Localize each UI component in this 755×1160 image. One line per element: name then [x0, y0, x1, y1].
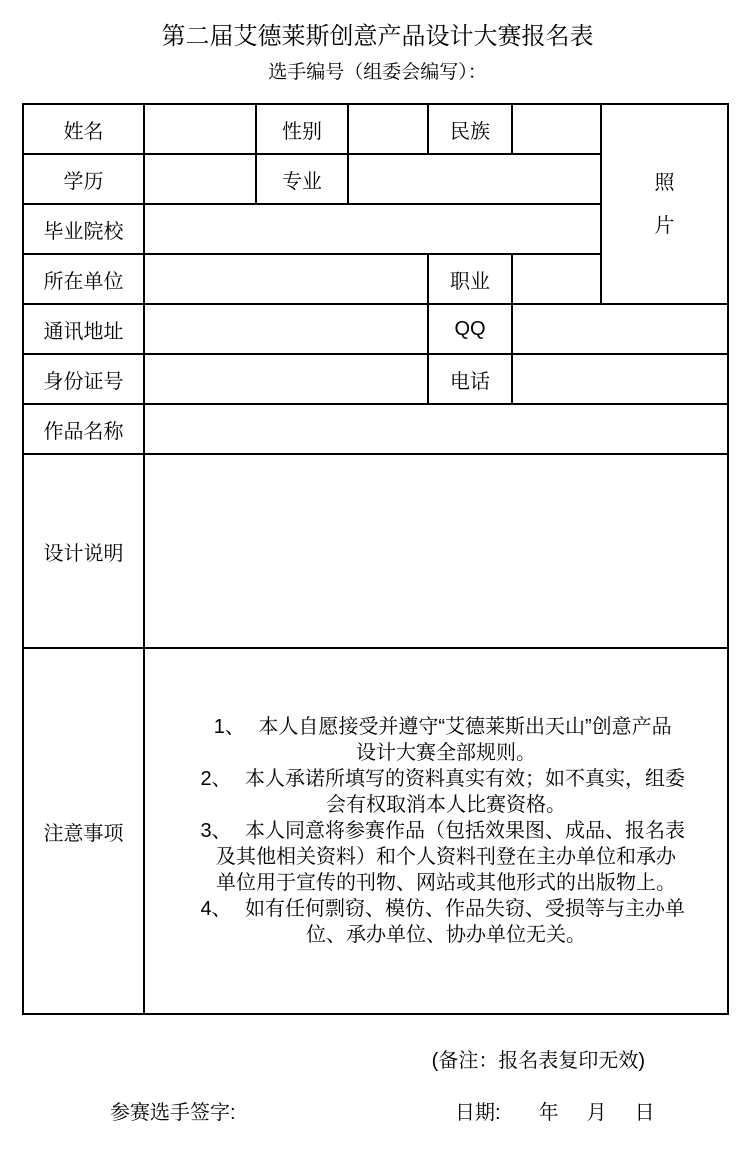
row-work-name	[23, 404, 728, 454]
address-label: 通讯地址	[23, 304, 144, 354]
ethnicity-label: 民族	[428, 104, 512, 154]
row-address	[23, 304, 728, 354]
name-input-cell[interactable]	[144, 104, 256, 154]
school-input-cell[interactable]	[144, 204, 601, 254]
note-line: 设计大赛全部规则。	[356, 742, 536, 764]
notes-label: 注意事项	[23, 648, 144, 1014]
work-name-input-cell[interactable]	[144, 404, 728, 454]
month-label: 月	[586, 1102, 607, 1124]
contestant-number-label: 选手编号（组委会编写）：	[268, 62, 487, 83]
occupation-label: 职业	[428, 254, 512, 304]
design-description-label: 设计说明	[23, 454, 144, 648]
notes-content	[144, 648, 728, 1014]
row-notes	[23, 648, 728, 1014]
education-label: 学历	[23, 154, 144, 204]
note-line: 1、 本人自愿接受并遵守“艾德莱斯出天山”创意产品	[213, 716, 672, 738]
note-line: 4、 如有任何剽窃、模仿、作品失窃、受损等与主办单	[200, 898, 685, 920]
qq-input-cell[interactable]	[512, 304, 728, 354]
education-input-cell[interactable]	[144, 154, 256, 204]
employer-label: 所在单位	[23, 254, 144, 304]
day-label: 日	[634, 1102, 655, 1124]
note-line: 2、 本人承诺所填写的资料真实有效；如不真实，组委	[200, 768, 685, 790]
id-number-input-cell[interactable]	[144, 354, 428, 404]
occupation-input-cell[interactable]	[512, 254, 601, 304]
row-design-description	[23, 454, 728, 648]
phone-input-cell[interactable]	[512, 354, 728, 404]
signature-date-line	[22, 1100, 727, 1126]
photo-label-line1: 照	[654, 171, 675, 194]
work-name-label: 作品名称	[23, 404, 144, 454]
address-input-cell[interactable]	[144, 304, 428, 354]
photo-cell[interactable]	[601, 104, 728, 304]
gender-label: 性别	[256, 104, 348, 154]
signature-label: 参赛选手签字:	[110, 1102, 236, 1124]
gender-input-cell[interactable]	[348, 104, 428, 154]
note-line: 单位用于宣传的刊物、网站或其他形式的出版物上。	[216, 872, 676, 894]
photo-placeholder-label	[602, 172, 727, 237]
design-description-input-cell[interactable]	[144, 454, 728, 648]
note-line: 位、承办单位、协办单位无关。	[306, 924, 586, 946]
qq-label: QQ	[428, 304, 512, 354]
row-id-number	[23, 354, 728, 404]
note-line: 会有权取消本人比赛资格。	[326, 794, 566, 816]
major-input-cell[interactable]	[348, 154, 601, 204]
ethnicity-input-cell[interactable]	[512, 104, 601, 154]
note-line: 及其他相关资料）和个人资料刊登在主办单位和承办	[216, 846, 676, 868]
date-line	[455, 1100, 655, 1126]
phone-label: 电话	[428, 354, 512, 404]
year-label: 年	[538, 1102, 559, 1124]
school-label: 毕业院校	[23, 204, 144, 254]
name-label: 姓名	[23, 104, 144, 154]
photo-label-line2: 片	[654, 214, 675, 237]
note-line: 3、 本人同意将参赛作品（包括效果图、成品、报名表	[200, 820, 685, 842]
employer-input-cell[interactable]	[144, 254, 428, 304]
registration-form-table	[22, 103, 729, 1015]
major-label: 专业	[256, 154, 348, 204]
page-title: 第二届艾德莱斯创意产品设计大赛报名表	[161, 23, 594, 50]
date-label: 日期:	[455, 1102, 501, 1124]
id-number-label: 身份证号	[23, 354, 144, 404]
row-name	[23, 104, 728, 154]
remark-note: (备注：报名表复印无效)	[431, 1050, 645, 1072]
